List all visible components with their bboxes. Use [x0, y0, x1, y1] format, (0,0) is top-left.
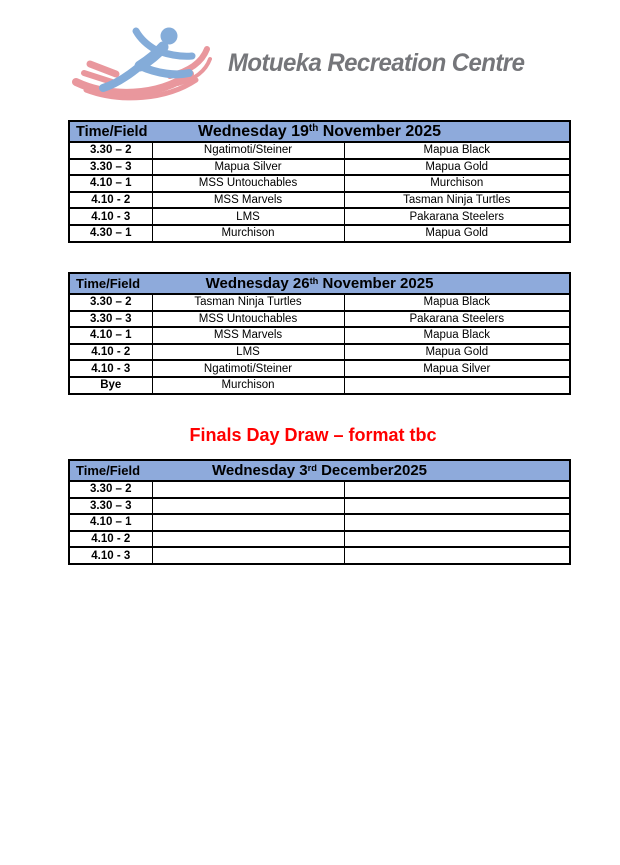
schedule-table-finals: [68, 459, 571, 565]
home-team-cell: Murchison: [152, 377, 344, 394]
time-field-label: Time/Field: [76, 463, 141, 478]
match-row: [69, 294, 570, 311]
table-header-cell: [69, 460, 570, 481]
time-cell: 4.10 – 1: [69, 514, 152, 531]
match-row: [69, 360, 570, 377]
home-team-cell: Mapua Silver: [152, 159, 344, 176]
logo: [70, 24, 212, 106]
away-team-cell: Tasman Ninja Turtles: [344, 192, 570, 209]
match-row: [69, 481, 570, 498]
table-header-cell: [69, 121, 570, 142]
time-cell: 3.30 – 3: [69, 498, 152, 515]
match-row: [69, 377, 570, 394]
match-row: [69, 498, 570, 515]
time-cell: 3.30 – 2: [69, 294, 152, 311]
date-ordinal-sup: th: [309, 275, 319, 286]
home-team-cell: MSS Marvels: [152, 192, 344, 209]
date-suffix: December2025: [316, 462, 427, 479]
finals-day-heading: Finals Day Draw – format tbc: [189, 425, 437, 445]
away-team-cell: Mapua Black: [344, 294, 570, 311]
away-team-cell: [344, 514, 570, 531]
home-team-cell: MSS Marvels: [152, 327, 344, 344]
time-field-label: Time/Field: [76, 276, 141, 291]
time-field-label: Time/Field: [76, 123, 148, 140]
home-team-cell: [152, 514, 344, 531]
match-row: [69, 531, 570, 548]
time-cell: 3.30 – 3: [69, 159, 152, 176]
match-row: [69, 208, 570, 225]
date-prefix: Wednesday 3: [212, 462, 308, 479]
away-team-cell: Pakarana Steelers: [344, 208, 570, 225]
match-row: [69, 344, 570, 361]
table-header-row: [69, 273, 570, 294]
match-row: [69, 514, 570, 531]
away-team-cell: Pakarana Steelers: [344, 311, 570, 328]
home-team-cell: MSS Untouchables: [152, 311, 344, 328]
table-header-cell: [69, 273, 570, 294]
match-row: [69, 142, 570, 159]
match-row: [69, 327, 570, 344]
time-cell: 4.10 - 3: [69, 360, 152, 377]
time-cell: 4.10 - 2: [69, 192, 152, 209]
home-team-cell: MSS Untouchables: [152, 175, 344, 192]
away-team-cell: Mapua Black: [344, 327, 570, 344]
match-row: [69, 311, 570, 328]
away-team-cell: [344, 547, 570, 564]
home-team-cell: Murchison: [152, 225, 344, 242]
date-label: [70, 462, 569, 479]
date-prefix: Wednesday 19: [198, 122, 309, 140]
away-team-cell: [344, 531, 570, 548]
runner-swoosh-logo-icon: [70, 24, 212, 106]
time-cell: 4.30 – 1: [69, 225, 152, 242]
home-team-cell: Ngatimoti/Steiner: [152, 142, 344, 159]
away-team-cell: [344, 481, 570, 498]
time-cell: 4.10 – 1: [69, 175, 152, 192]
schedule-table-week1: [68, 120, 571, 243]
match-row: [69, 547, 570, 564]
home-team-cell: LMS: [152, 208, 344, 225]
time-cell: 3.30 – 2: [69, 481, 152, 498]
date-ordinal-sup: th: [308, 123, 319, 135]
date-suffix: November 2025: [318, 122, 441, 140]
home-team-cell: [152, 531, 344, 548]
time-cell: 4.10 - 3: [69, 547, 152, 564]
table-header-row: [69, 121, 570, 142]
time-cell: 3.30 – 3: [69, 311, 152, 328]
schedule-table-week2: [68, 272, 571, 395]
time-cell: 4.10 - 3: [69, 208, 152, 225]
away-team-cell: Murchison: [344, 175, 570, 192]
date-ordinal-sup: rd: [307, 462, 317, 473]
match-row: [69, 159, 570, 176]
home-team-cell: [152, 481, 344, 498]
time-cell: 4.10 - 2: [69, 531, 152, 548]
away-team-cell: [344, 377, 570, 394]
away-team-cell: Mapua Gold: [344, 159, 570, 176]
home-team-cell: Ngatimoti/Steiner: [152, 360, 344, 377]
home-team-cell: Tasman Ninja Turtles: [152, 294, 344, 311]
away-team-cell: Mapua Gold: [344, 225, 570, 242]
table-header-row: [69, 460, 570, 481]
home-team-cell: LMS: [152, 344, 344, 361]
home-team-cell: [152, 498, 344, 515]
home-team-cell: [152, 547, 344, 564]
time-cell: 4.10 - 2: [69, 344, 152, 361]
away-team-cell: [344, 498, 570, 515]
date-suffix: November 2025: [318, 275, 434, 292]
time-cell: 4.10 – 1: [69, 327, 152, 344]
away-team-cell: Mapua Gold: [344, 344, 570, 361]
away-team-cell: Mapua Silver: [344, 360, 570, 377]
match-row: [69, 175, 570, 192]
time-cell: Bye: [69, 377, 152, 394]
date-prefix: Wednesday 26: [205, 275, 310, 292]
date-label: [70, 275, 569, 292]
away-team-cell: Mapua Black: [344, 142, 570, 159]
match-row: [69, 192, 570, 209]
match-row: [69, 225, 570, 242]
brand-title: Motueka Recreation Centre: [228, 49, 525, 77]
time-cell: 3.30 – 2: [69, 142, 152, 159]
